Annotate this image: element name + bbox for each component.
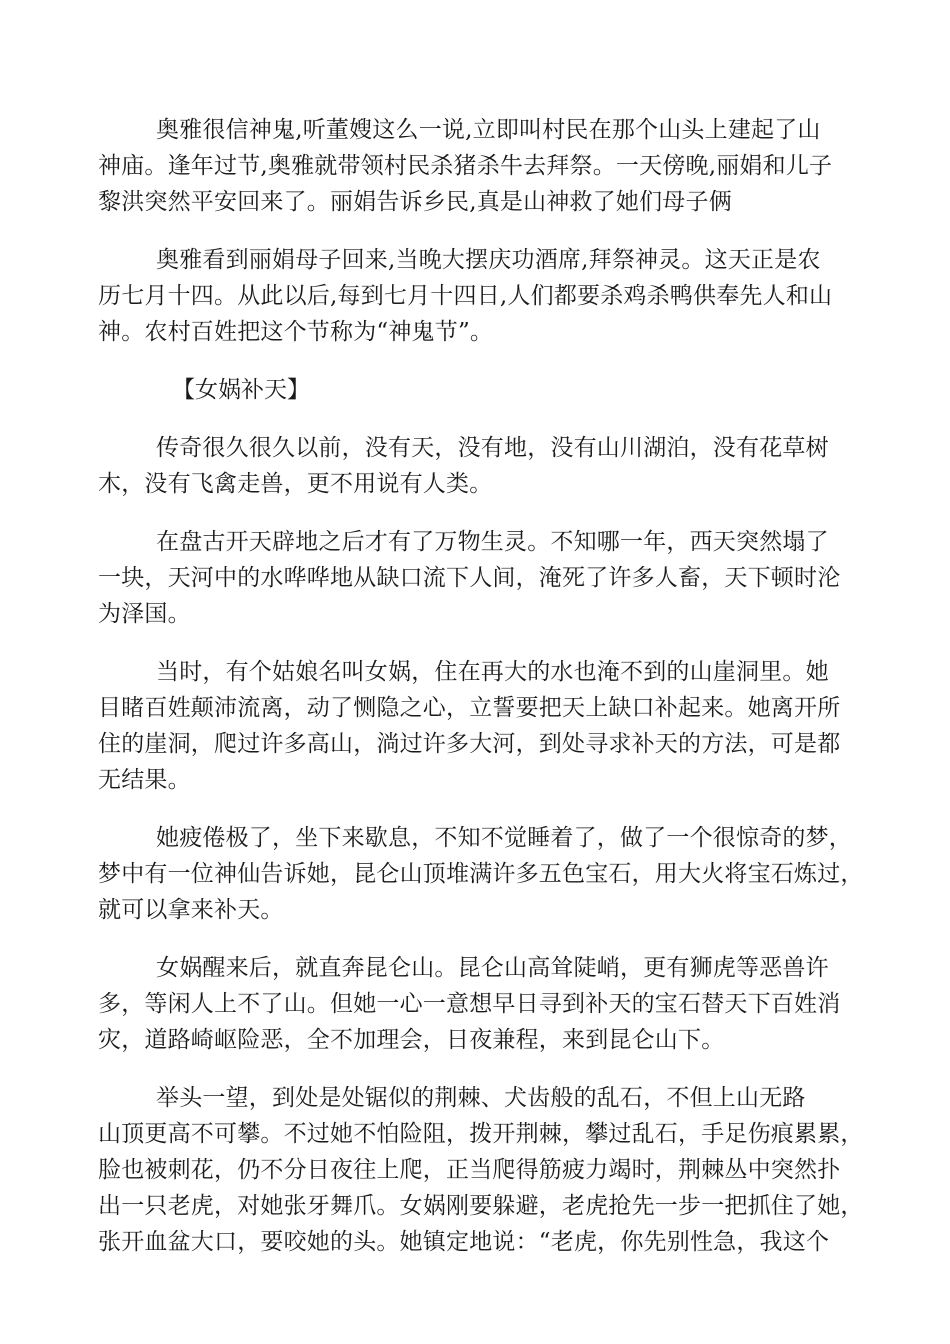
story-paragraph-1 bbox=[98, 430, 854, 502]
festival-paragraph-2 bbox=[98, 242, 854, 350]
text-line: 出一只老虎，对她张牙舞爪。女娲刚要躲避，老虎抢先一步一把抓住了她， bbox=[98, 1193, 864, 1219]
paragraph bbox=[98, 242, 854, 350]
festival-paragraph-1 bbox=[98, 112, 854, 220]
text-line: 神庙。逢年过节,奥雅就带领村民杀猪杀牛去拜祭。一天傍晚,丽娟和儿子 bbox=[98, 153, 833, 179]
text-line: 多，等闲人上不了山。但她一心一意想早日寻到补天的宝石替天下百姓消 bbox=[98, 991, 841, 1017]
story-paragraph-3 bbox=[98, 654, 854, 798]
text-line: 就可以拿来补天。 bbox=[98, 897, 284, 923]
text-line: 一块，天河中的水哗哗地从缺口流下人间，淹死了许多人畜，天下顿时沦 bbox=[98, 565, 841, 591]
story-paragraph-6 bbox=[98, 1080, 864, 1260]
text-line: 山顶更高不可攀。不过她不怕险阻，拨开荆棘，攀过乱石，手足伤痕累累， bbox=[98, 1121, 864, 1147]
text-line: 奥雅很信神鬼,听董嫂这么一说,立即叫村民在那个山头上建起了山 bbox=[156, 117, 821, 143]
text-line: 住的崖洞，爬过许多高山，淌过许多大河，到处寻求补天的方法，可是都 bbox=[98, 731, 841, 757]
text-line: 奥雅看到丽娟母子回来,当晚大摆庆功酒席,拜祭神灵。这天正是农 bbox=[156, 247, 821, 273]
text-line: 梦中有一位神仙告诉她，昆仑山顶堆满许多五色宝石，用大火将宝石炼过， bbox=[98, 861, 864, 887]
story-paragraph-2 bbox=[98, 524, 854, 632]
text-line: 脸也被刺花，仍不分日夜往上爬，正当爬得筋疲力竭时，荆棘丛中突然扑 bbox=[98, 1157, 841, 1183]
paragraph bbox=[98, 112, 854, 220]
text-line: 木，没有飞禽走兽，更不用说有人类。 bbox=[98, 471, 493, 497]
text-line: 灾，道路崎岖险恶，全不加理会，日夜兼程，来到昆仑山下。 bbox=[98, 1027, 725, 1053]
text-line: 女娲醒来后，就直奔昆仑山。昆仑山高耸陡峭，更有狮虎等恶兽许 bbox=[156, 955, 829, 981]
text-line: 当时，有个姑娘名叫女娲，住在再大的水也淹不到的山崖洞里。她 bbox=[156, 659, 829, 685]
text-line: 举头一望，到处是处锯似的荆棘、犬齿般的乱石，不但上山无路 bbox=[156, 1085, 806, 1111]
text-line: 她疲倦极了，坐下来歇息，不知不觉睡着了，做了一个很惊奇的梦， bbox=[156, 825, 852, 851]
text-line: 黎洪突然平安回来了。丽娟告诉乡民,真是山神救了她们母子俩 bbox=[98, 189, 732, 215]
text-line: 在盘古开天辟地之后才有了万物生灵。不知哪一年，西天突然塌了 bbox=[156, 529, 829, 555]
text-line: 传奇很久很久以前，没有天，没有地，没有山川湖泊，没有花草树 bbox=[156, 435, 829, 461]
text-line: 无结果。 bbox=[98, 767, 191, 793]
story-paragraph-4 bbox=[98, 820, 864, 928]
text-line: 神。农村百姓把这个节称为“神鬼节”。 bbox=[98, 319, 494, 345]
text-line: 历七月十四。从此以后,每到七月十四日,人们都要杀鸡杀鸭供奉先人和山 bbox=[98, 283, 833, 309]
story-paragraph-5 bbox=[98, 950, 854, 1058]
section-heading: 【女娲补天】 bbox=[172, 377, 310, 403]
text-line: 为泽国。 bbox=[98, 601, 191, 627]
text-line: 张开血盆大口，要咬她的头。她镇定地说：“老虎，你先别性急，我这个 bbox=[98, 1229, 830, 1255]
text-line: 目睹百姓颠沛流离，动了恻隐之心，立誓要把天上缺口补起来。她离开所 bbox=[98, 695, 841, 721]
